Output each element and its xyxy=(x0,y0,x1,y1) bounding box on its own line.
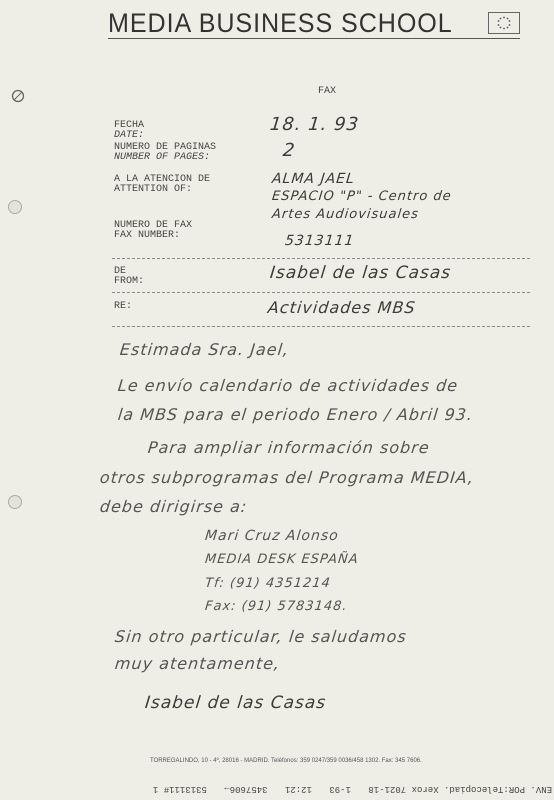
logo-text: MEDIA BUSINESS SCHOOL xyxy=(108,7,453,38)
divider-line xyxy=(112,292,530,293)
margin-circle-mark xyxy=(10,88,26,108)
signature: Isabel de las Casas xyxy=(143,693,328,713)
divider-line xyxy=(112,258,530,259)
letter-p2-line2: otros subprogramas del Programa MEDIA, xyxy=(99,468,476,487)
letterhead-footer-address: TORREGALINDO, 10 - 4º, 28016 - MADRID. Teléfonos: 359 0247/359 0036/458 1302. Fax: 345 7606. xyxy=(150,758,422,764)
attention-name: ALMA JAEL xyxy=(271,171,356,187)
num-pages-label-en: NUMBER OF PAGES: xyxy=(114,152,211,163)
from-label-es: DE xyxy=(114,266,127,277)
num-pages-label-es: NUMERO DE PAGINAS xyxy=(114,142,217,153)
closing-line2: muy atentamente, xyxy=(114,654,282,673)
date-label: DATE: xyxy=(114,130,145,141)
fax-number-label-es: NUMERO DE FAX xyxy=(114,220,193,231)
punch-hole-bottom xyxy=(8,495,22,509)
fax-transmission-header xyxy=(32,768,552,794)
num-pages-value: 2 xyxy=(281,140,297,161)
letter-p1-line2: la MBS para el periodo Enero / Abril 93. xyxy=(117,405,475,424)
fax-title: FAX xyxy=(318,86,337,97)
attention-label-en: ATTENTION OF: xyxy=(114,184,193,195)
letter-p2-line3: debe dirigirse a: xyxy=(99,497,249,516)
closing-line1: Sin otro particular, le saludamos xyxy=(114,627,408,646)
letter-p2-line1: Para ampliar información sobre xyxy=(147,438,431,457)
fax-header-time: 12:21 xyxy=(284,784,312,794)
fax-number-value: 5313111 xyxy=(284,233,356,249)
punch-hole-top xyxy=(8,200,22,214)
attention-org-line1: ESPACIO "P" - Centro de xyxy=(271,189,453,204)
fax-header-date: 1-93 xyxy=(329,784,351,794)
contact-tel: Tf: (91) 4351214 xyxy=(204,576,332,591)
from-value: Isabel de las Casas xyxy=(268,263,453,283)
re-label: RE: xyxy=(114,301,133,312)
eu-stars-icon xyxy=(488,12,520,34)
re-value: Actividades MBS xyxy=(267,298,417,317)
date-value: 18. 1. 93 xyxy=(268,114,361,135)
fax-header-sender: ENV. POR:Telecopiad. Xerox 7021-18 xyxy=(368,784,552,794)
contact-org: MEDIA DESK ESPAÑA xyxy=(204,552,360,567)
attention-org-line2: Artes Audiovisuales xyxy=(271,207,420,222)
from-label-en: FROM: xyxy=(114,276,145,287)
fax-header-doc-id: 3457606→ xyxy=(224,784,268,794)
divider-line xyxy=(112,326,530,327)
contact-name: Mari Cruz Alonso xyxy=(204,528,340,544)
letter-greeting: Estimada Sra. Jael, xyxy=(119,340,291,359)
contact-fax: Fax: (91) 5783148. xyxy=(204,599,349,614)
fecha-label: FECHA xyxy=(114,120,145,131)
letterhead-logo xyxy=(108,8,520,39)
fax-number-label-en: FAX NUMBER: xyxy=(114,230,181,241)
letter-p1-line1: Le envío calendario de actividades de xyxy=(117,376,460,395)
attention-label-es: A LA ATENCION DE xyxy=(114,174,211,185)
fax-header-phone: 5313111# 1 xyxy=(152,784,207,794)
